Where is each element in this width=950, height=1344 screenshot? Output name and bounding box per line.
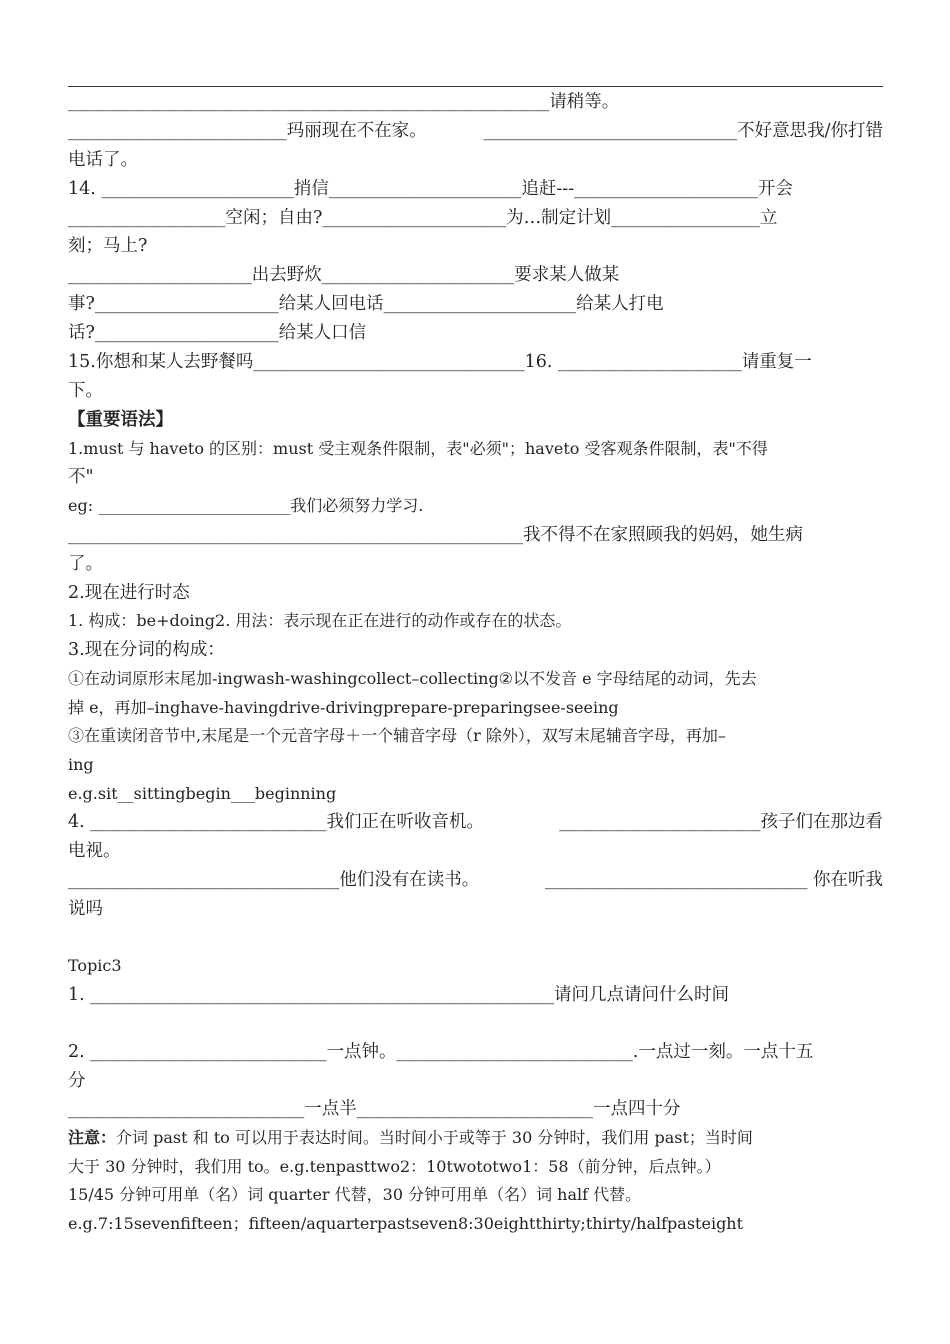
topic3-item-2-line2: ___________________________一点半___________________________一点四十分 bbox=[68, 1099, 681, 1119]
item-14-line3: 刻；马上? bbox=[68, 236, 148, 256]
blank-not-reading: _______________________________他们没有在读书。 bbox=[68, 870, 480, 890]
blank-listening: ______________________________ 你在听我 bbox=[544, 870, 883, 890]
item-14-line2: __________________空闲；自由?_____________________为…制定计划_________________立 bbox=[68, 208, 778, 228]
note-examples: e.g.7:15sevenfifteen；fifteen/aquarterpastseven8:30eightthirty;thirty/halfpasteight bbox=[68, 1214, 744, 1233]
topic3-item-2: 2. ___________________________一点钟。___________________________.一点过一刻。一点十五 bbox=[68, 1042, 814, 1062]
note-label: 注意： bbox=[68, 1128, 117, 1147]
grammar-rule-3: ③在重读闭音节中,末尾是一个元音字母＋一个辅音字母（r 除外），双写末尾辅音字母，再加– bbox=[68, 726, 726, 745]
blank-mary: _________________________玛丽现在不在家。 bbox=[68, 121, 427, 141]
item-4-cont: 电视。 bbox=[68, 841, 121, 861]
grammar-structure-usage: 1. 构成：be+doing2. 用法：表示现在正在进行的动作或存在的状态。 bbox=[68, 611, 572, 630]
example-look-after-mom-cont: 了。 bbox=[68, 554, 103, 574]
blank-children-tv: _______________________孩子们在那边看 bbox=[559, 812, 883, 832]
grammar-rule-3-cont: ing bbox=[68, 755, 94, 774]
note-past-to bbox=[68, 1124, 883, 1152]
line-mary-not-home bbox=[68, 117, 883, 145]
grammar-participle-heading: 3.现在分词的构成： bbox=[68, 640, 225, 660]
item-4-line2 bbox=[68, 866, 883, 894]
blank-wrong-number: _____________________________不好意思我/你打错 bbox=[483, 121, 883, 141]
item-14-line6: 话?_____________________给某人口信 bbox=[68, 323, 367, 343]
line-wrong-number-cont: 电话了。 bbox=[68, 150, 138, 170]
top-rule bbox=[68, 86, 883, 87]
grammar-must-haveto: 1.must 与 haveto 的区别：must 受主观条件限制，表"必须"；haveto 受客观条件限制，表"不得 bbox=[68, 439, 768, 458]
example-look-after-mom: ____________________________________________________我不得不在家照顾我的妈妈，她生病 bbox=[68, 525, 803, 545]
example-study-hard: eg: ________________________我们必须努力学习. bbox=[68, 496, 424, 515]
topic3-item-2-cont: 分 bbox=[68, 1071, 86, 1091]
grammar-present-progressive: 2.现在进行时态 bbox=[68, 583, 190, 603]
blank-radio: 4. ___________________________我们正在听收音机。 bbox=[68, 812, 485, 832]
item-14-line1: 14. ______________________捎信______________________追赶---_____________________开会 bbox=[68, 179, 793, 199]
item-4-line bbox=[68, 808, 883, 836]
item-15-16-line: 15.你想和某人去野餐吗_______________________________16. _____________________请重复一 bbox=[68, 352, 812, 372]
item-16-cont: 下。 bbox=[68, 381, 103, 401]
item-14-line5: 事?_____________________给某人回电话______________________给某人打电 bbox=[68, 294, 664, 314]
section-heading-grammar: 【重要语法】 bbox=[68, 410, 173, 430]
item-4-line2-cont: 说吗 bbox=[68, 899, 103, 919]
note-quarter-half: 15/45 分钟可用单（名）词 quarter 代替，30 分钟可用单（名）词 half 代替。 bbox=[68, 1185, 642, 1204]
topic3-heading: Topic3 bbox=[68, 956, 122, 975]
grammar-rule-1-2: ①在动词原形末尾加-ingwash-washingcollect–collecting②以不发音 e 字母结尾的动词，先去 bbox=[68, 669, 757, 688]
grammar-must-haveto-cont: 不" bbox=[68, 467, 94, 487]
grammar-rule-3-example: e.g.sit__sittingbegin___beginning bbox=[68, 784, 337, 803]
grammar-rule-2-cont: 掉 e，再加–inghave-havingdrive-drivingprepare-preparingsee-seeing bbox=[68, 698, 619, 717]
item-14-line4: _____________________出去野炊______________________要求某人做某 bbox=[68, 265, 620, 285]
line-please-wait: _______________________________________________________请稍等。 bbox=[68, 92, 620, 112]
note-text: 介词 past 和 to 可以用于表达时间。当时间小于或等于 30 分钟时，我们用 past；当时间 bbox=[116, 1128, 753, 1147]
note-past-to-cont: 大于 30 分钟时，我们用 to。e.g.tenpasttwo2：10twototwo1：58（前分钟，后点钟。） bbox=[68, 1157, 721, 1176]
topic3-item-1: 1. _____________________________________________________请问几点请问什么时间 bbox=[68, 985, 730, 1005]
